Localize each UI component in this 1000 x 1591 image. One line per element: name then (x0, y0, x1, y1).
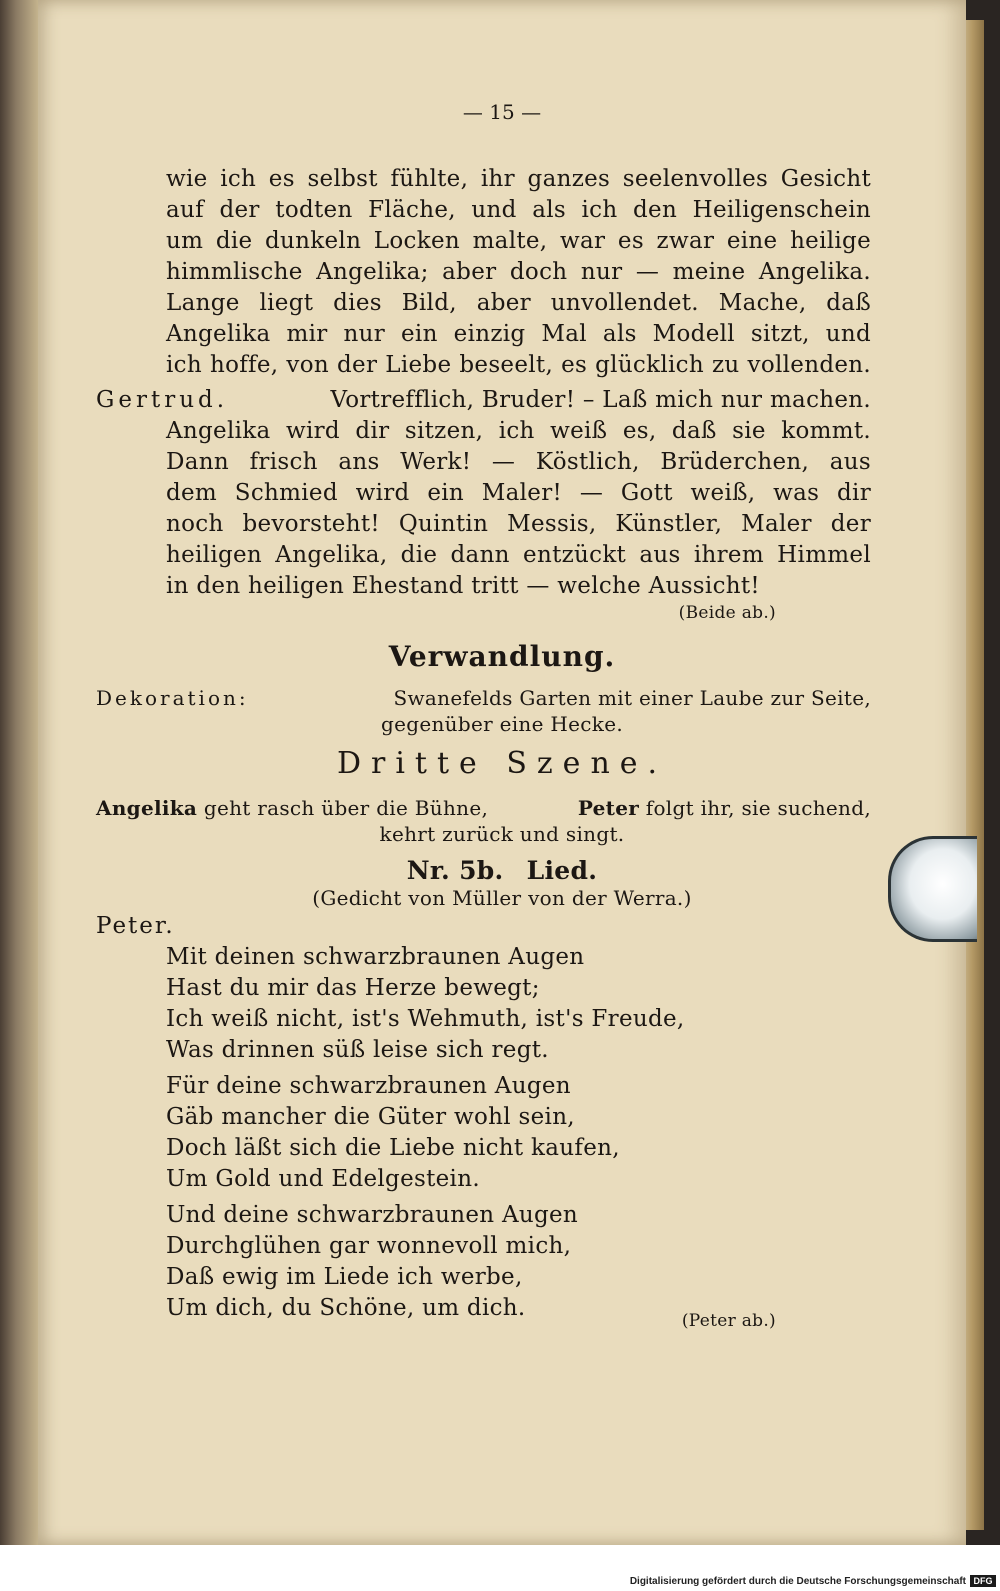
stage-direction (96, 796, 871, 820)
stage-direction: (Peter ab.) (681, 1311, 776, 1331)
scene-change-heading: Verwandlung. (388, 640, 616, 673)
song-title: Lied. (526, 856, 598, 885)
text-line: Lange liegt dies Bild, aber unvollendet. Mache, daß (166, 290, 871, 316)
character-name: Peter (577, 796, 640, 820)
text-line: Angelika wird dir sitzen, ich weiß es, daß sie kommt. (166, 418, 871, 444)
verse-line: Hast du mir das Herze bewegt; (166, 975, 540, 1001)
verse-line: Um dich, du Schöne, um dich. (166, 1295, 526, 1321)
verse-line: Daß ewig im Liede ich werbe, (166, 1264, 523, 1290)
decoration-text: gegenüber eine Hecke. (381, 712, 623, 736)
text-line: um die dunkeln Locken malte, war es zwar eine heilige (166, 228, 871, 254)
verse-line: Und deine schwarzbraunen Augen (166, 1202, 579, 1228)
page-clip (888, 836, 977, 942)
character-name: Angelika (96, 796, 198, 820)
text-line: Vortrefflich, Bruder! – Laß mich nur machen. (330, 387, 871, 413)
text-line: dem Schmied wird ein Maler! — Gott weiß, was dir (166, 480, 871, 506)
text-line: auf der todten Fläche, und als ich den Heiligenschein (166, 197, 871, 223)
scene-title: Dritte Szene. (336, 746, 668, 781)
text-line: ich hoffe, von der Liebe beseelt, es glücklich zu vollenden. (166, 352, 871, 378)
song-source: (Gedicht von Müller von der Werra.) (312, 886, 692, 910)
verse-line: Für deine schwarzbraunen Augen (166, 1073, 571, 1099)
text-line: wie ich es selbst fühlte, ihr ganzes seelenvolles Gesicht (166, 166, 871, 192)
speech-gertrud (96, 387, 871, 413)
text-line: Dann frisch ans Werk! — Köstlich, Brüderchen, aus (166, 449, 871, 475)
song-number: Nr. 5b. (406, 856, 504, 885)
decoration-label: Dekoration: (96, 686, 249, 710)
footer-credit: Digitalisierung gefördert durch die Deutsche Forschungsgemeinschaft (629, 1576, 966, 1587)
speaker-gertrud: Gertrud. (96, 387, 229, 413)
decoration-text: Swanefelds Garten mit einer Laube zur Seite, (393, 686, 871, 710)
speaker-peter: Peter. (96, 913, 175, 939)
verse-line: Doch läßt sich die Liebe nicht kaufen, (166, 1135, 620, 1161)
text-line: himmlische Angelika; aber doch nur — meine Angelika. (166, 259, 871, 285)
text-line: heiligen Angelika, die dann entzückt aus ihrem Himmel (166, 542, 871, 568)
dfg-logo: DFG (970, 1575, 996, 1587)
verse-line: Durchglühen gar wonnevoll mich, (166, 1233, 572, 1259)
verse-line: Was drinnen süß leise sich regt. (166, 1037, 549, 1063)
book-gutter (0, 0, 40, 1545)
verse-line: Mit deinen schwarzbraunen Augen (166, 944, 585, 970)
page-number: — 15 — (462, 100, 542, 124)
stage-direction: (Beide ab.) (678, 603, 776, 623)
text-line: in den heiligen Ehestand tritt — welche Aussicht! (166, 573, 760, 599)
verse-line: Um Gold und Edelgestein. (166, 1166, 480, 1192)
text-line: noch bevorsteht! Quintin Messis, Künstler, Maler der (166, 511, 871, 537)
verse-line: Gäb mancher die Güter wohl sein, (166, 1104, 575, 1130)
decoration-line (96, 686, 871, 710)
verse-line: Ich weiß nicht, ist's Wehmuth, ist's Freude, (166, 1006, 685, 1032)
direction-text: geht rasch über die Bühne, (203, 796, 489, 820)
text-line: Angelika mir nur ein einzig Mal als Modell sitzt, und (166, 321, 871, 347)
book-page (38, 0, 966, 1545)
direction-text: kehrt zurück und singt. (379, 822, 625, 846)
direction-text: folgt ihr, sie suchend, (645, 796, 871, 820)
song-heading (38, 856, 966, 885)
